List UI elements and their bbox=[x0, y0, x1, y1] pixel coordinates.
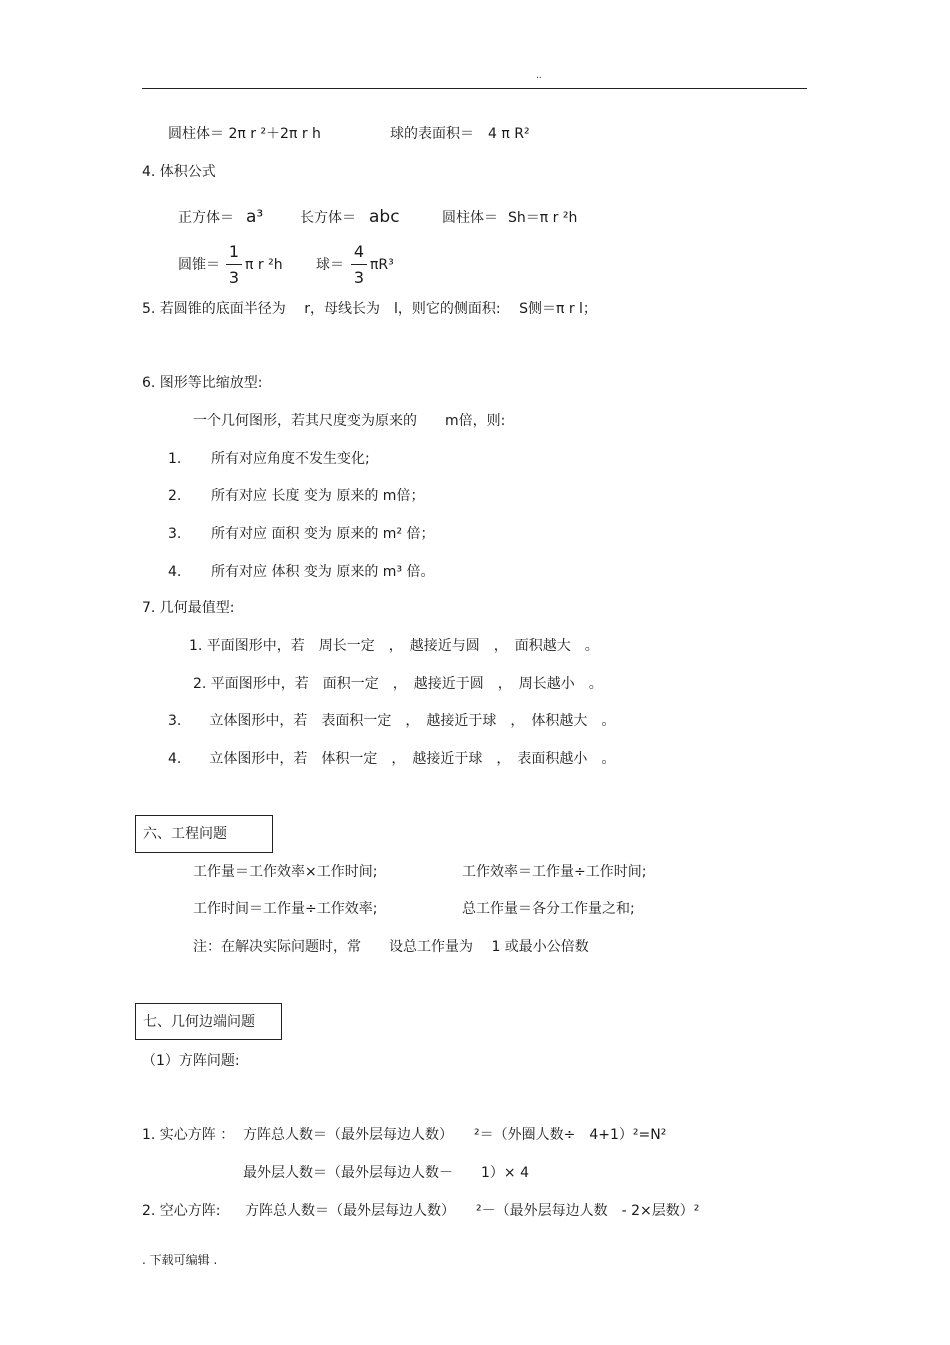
engineering-formula: 工作量＝工作效率×工作时间; bbox=[193, 864, 378, 880]
solid-square-formula-outer: 最外层人数＝（最外层每边人数－ 1）× 4 bbox=[243, 1165, 529, 1181]
scaling-item-text: 所有对应 面积 变为 原来的 m² 倍； bbox=[211, 526, 435, 542]
volume-heading: 4. 体积公式 bbox=[142, 164, 216, 180]
scaling-heading: 6. 图形等比缩放型: bbox=[142, 375, 263, 391]
cuboid-formula: abc bbox=[369, 207, 400, 227]
extreme-heading: 7. 几何最值型: bbox=[142, 600, 235, 616]
cuboid-label: 长方体＝ bbox=[300, 210, 356, 226]
extreme-item: 3. 立体图形中，若 表面积一定 ， 越接近于球 ， 体积越大 。 bbox=[168, 713, 616, 729]
cone-fraction bbox=[226, 244, 242, 286]
cone-formula-rest: π r ²h bbox=[245, 257, 283, 273]
scaling-item-text: 所有对应 体积 变为 原来的 m³ 倍。 bbox=[211, 564, 435, 580]
cylinder-volume-label: 圆柱体＝ bbox=[442, 210, 498, 226]
engineering-title-box bbox=[135, 815, 273, 853]
surface-sphere-formula: 球的表面积＝ 4 π R² bbox=[390, 126, 530, 142]
sphere-fraction-denominator: 3 bbox=[353, 268, 365, 287]
scaling-item-text: 所有对应 长度 变为 原来的 m倍； bbox=[211, 488, 425, 504]
sphere-fraction bbox=[351, 244, 367, 286]
scaling-item-text: 所有对应角度不发生变化; bbox=[211, 451, 370, 467]
header-rule bbox=[142, 88, 807, 89]
hollow-square-formula: 方阵总人数＝（最外层每边人数） ²－（最外层每边人数 - 2×层数）² bbox=[245, 1203, 700, 1219]
header-mark: .. bbox=[536, 71, 542, 81]
cylinder-volume-formula: Sh＝π r ²h bbox=[508, 210, 578, 226]
engineering-formula: 工作效率＝工作量÷工作时间; bbox=[462, 864, 647, 880]
edge-subheading: （1）方阵问题: bbox=[142, 1053, 240, 1069]
cone-fraction-numerator: 1 bbox=[228, 242, 240, 261]
sphere-formula-rest: πR³ bbox=[370, 257, 394, 273]
lateral-area-item: 5. 若圆锥的底面半径为 r，母线长为 l，则它的侧面积: S侧＝π r l； bbox=[142, 301, 597, 317]
extreme-item: 2. 平面图形中，若 面积一定 ， 越接近于圆 ， 周长越小 。 bbox=[193, 676, 603, 692]
engineering-note: 注：在解决实际问题时，常 设总工作量为 1 或最小公倍数 bbox=[193, 939, 589, 955]
cone-fraction-denominator: 3 bbox=[228, 268, 240, 287]
surface-cylinder-formula: 圆柱体＝ 2π r ²＋2π r h bbox=[168, 126, 321, 142]
fraction-bar bbox=[226, 264, 242, 265]
cone-label: 圆锥＝ bbox=[178, 257, 220, 273]
extreme-item: 4. 立体图形中，若 体积一定 ， 越接近于球 ， 表面积越小 。 bbox=[168, 751, 616, 767]
scaling-item-number: 2. bbox=[168, 488, 182, 504]
solid-square-label: 1. 实心方阵 ： bbox=[142, 1127, 235, 1143]
engineering-title: 六、工程问题 bbox=[143, 826, 227, 842]
fraction-bar bbox=[351, 264, 367, 265]
cube-formula: a³ bbox=[246, 207, 264, 227]
scaling-item-number: 3. bbox=[168, 526, 182, 542]
solid-square-formula: 方阵总人数＝（最外层每边人数） ²＝（外圈人数÷ 4+1）²=N² bbox=[243, 1127, 667, 1143]
sphere-volume-label: 球＝ bbox=[316, 257, 344, 273]
edge-title-box bbox=[135, 1003, 282, 1040]
scaling-item-number: 4. bbox=[168, 564, 182, 580]
sphere-fraction-numerator: 4 bbox=[353, 242, 365, 261]
hollow-square-label: 2. 空心方阵: bbox=[142, 1203, 221, 1219]
edge-title: 七、几何边端问题 bbox=[143, 1014, 255, 1030]
extreme-item: 1. 平面图形中，若 周长一定 ， 越接近与圆 ， 面积越大 。 bbox=[189, 638, 599, 654]
cube-label: 正方体＝ bbox=[178, 210, 234, 226]
engineering-formula: 总工作量＝各分工作量之和; bbox=[462, 901, 635, 917]
footer-text: . 下载可编辑 . bbox=[142, 1253, 218, 1267]
scaling-intro: 一个几何图形，若其尺度变为原来的 m倍，则: bbox=[193, 413, 506, 429]
engineering-formula: 工作时间＝工作量÷工作效率; bbox=[193, 901, 378, 917]
scaling-item-number: 1. bbox=[168, 451, 182, 467]
